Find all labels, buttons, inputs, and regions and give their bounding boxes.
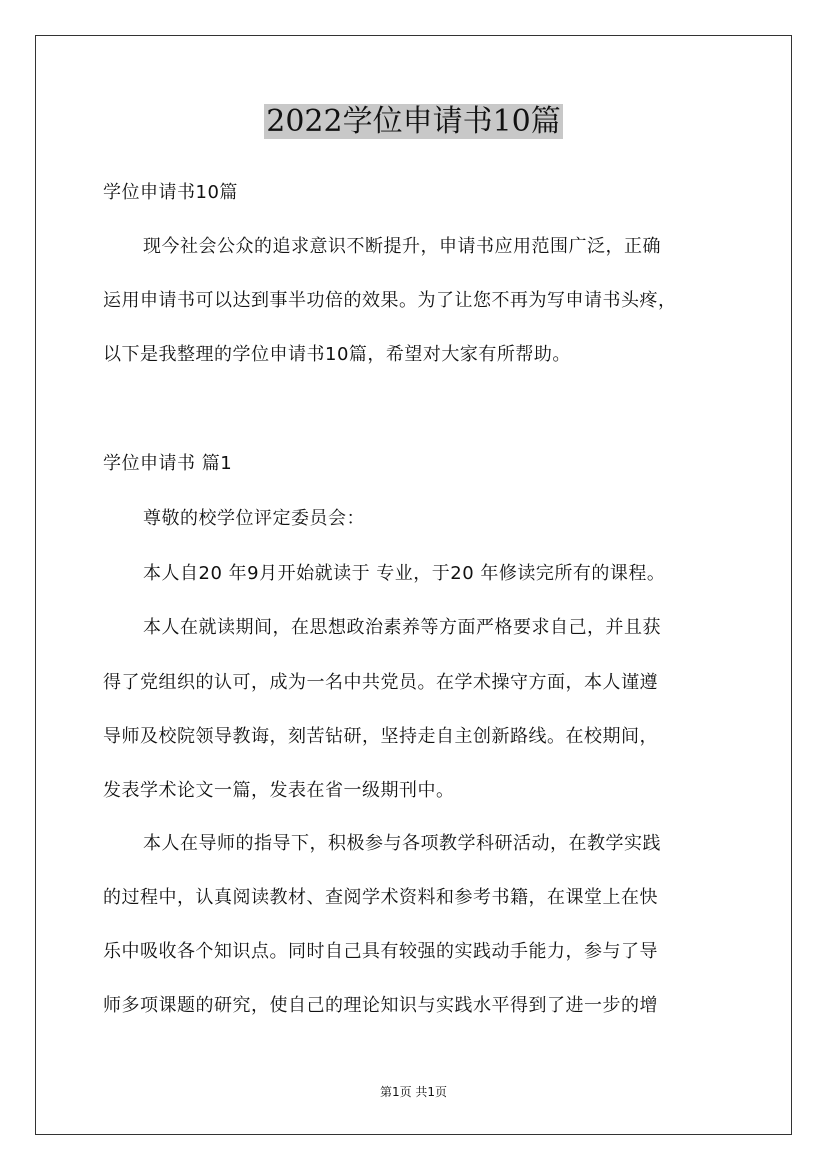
subtitle-line: 学位申请书10篇 <box>103 182 238 203</box>
document-title: 2022学位申请书10篇 <box>266 104 561 139</box>
page-footer: 第1页 共1页 <box>379 1085 448 1099</box>
document-title-wrap <box>0 100 827 144</box>
intro-line-2: 运用申请书可以达到事半功倍的效果。为了让您不再为写申请书头疼， <box>103 290 677 311</box>
body-line-6: 本人在导师的指导下，积极参与各项教学科研活动，在教学实践 <box>143 833 661 854</box>
body-line-8: 乐中吸收各个知识点。同时自己具有较强的实践动手能力，参与了导 <box>103 941 658 962</box>
body-line-3: 得了党组织的认可，成为一名中共党员。在学术操守方面，本人谨遵 <box>103 672 658 693</box>
salutation: 尊敬的校学位评定委员会： <box>143 508 365 529</box>
body-line-9: 师多项课题的研究，使自己的理论知识与实践水平得到了进一步的增 <box>103 995 658 1016</box>
body-line-1: 本人自20 年9月开始就读于 专业，于20 年修读完所有的课程。 <box>143 563 666 584</box>
body-line-2: 本人在就读期间，在思想政治素养等方面严格要求自己，并且获 <box>143 617 661 638</box>
intro-line-1: 现今社会公众的追求意识不断提升，申请书应用范围广泛，正确 <box>143 236 661 257</box>
body-line-4: 导师及校院领导教诲，刻苦钻研，坚持走自主创新路线。在校期间， <box>103 726 658 747</box>
body-line-7: 的过程中，认真阅读教材、查阅学术资料和参考书籍，在课堂上在快 <box>103 887 658 908</box>
section-heading: 学位申请书 篇1 <box>103 453 233 474</box>
body-line-5: 发表学术论文一篇，发表在省一级期刊中。 <box>103 780 455 801</box>
intro-line-3: 以下是我整理的学位申请书10篇，希望对大家有所帮助。 <box>103 344 571 365</box>
